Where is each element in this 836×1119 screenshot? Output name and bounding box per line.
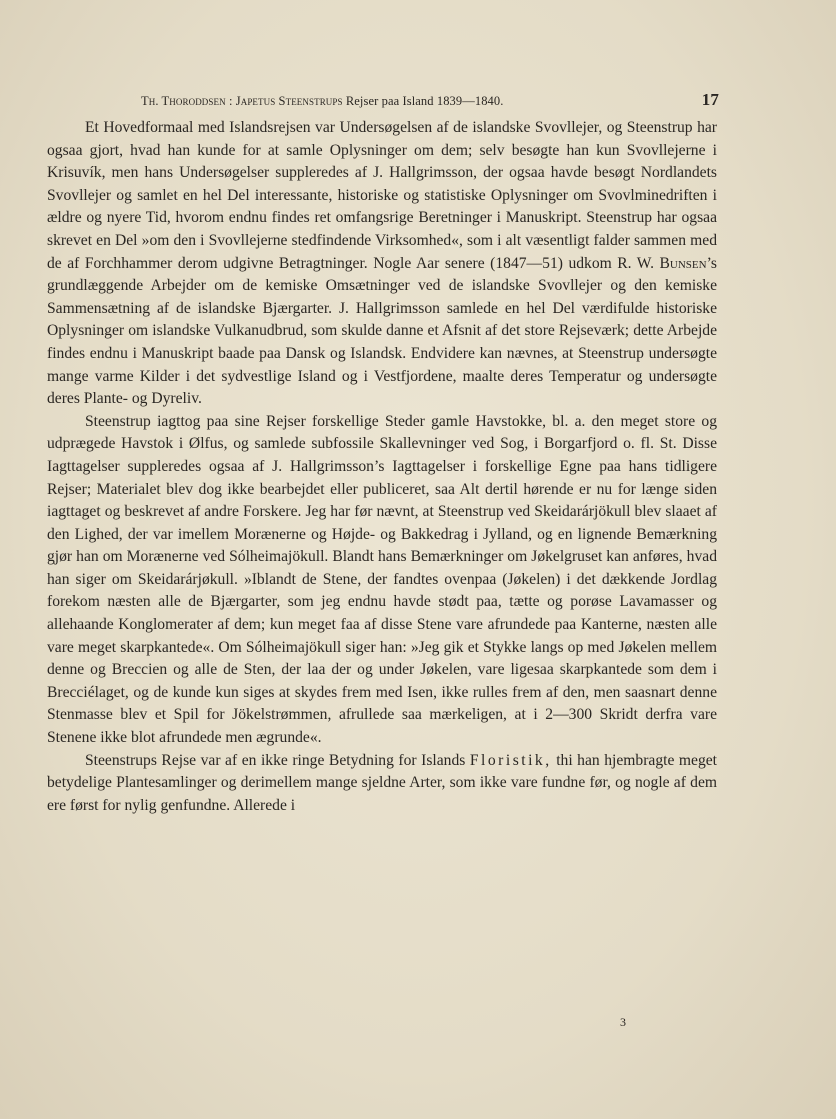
body-text [47,117,717,817]
running-title [141,94,503,109]
paragraph-3 [47,750,717,818]
header-title-person: Japetus Steenstrups [235,94,343,108]
running-header [141,92,719,112]
header-title-rest: Rejser paa Island 1839—1840. [345,94,504,108]
spaced-term-floristik: Floristik, [469,751,552,769]
paragraph-1-text-a: Et Hovedformaal med Islandsrejsen var Undersøgelsen af de islandske Svovllejer, og Steenstrup har ogsaa gjort, hvad han kunde for at samle Oplysninger om dem; selv besøgte han kun Svovllejerne i Krisuvík, men hans Undersøgelser suppleredes af J. Hallgrimsson, der ogsaa havde besøgt Nordlandets Svovllejer og samlet en hel Del interessante, historiske og statistiske Oplysninger om Svovlminedriften i ældre og nyere Tid, hvorom endnu findes ret omfangsrige Beretninger i Manuskript. Steenstrup har ogsaa skrevet en Del »om den i Svovllejerne stedfindende Virksomhed«, som i alt væsentligt falder sammen med de af Forchhammer derom udgivne Betragtninger. Nogle Aar senere (1847—51) udkom R. W. [47,119,717,272]
person-name-bunsen: Bunsen [659,254,707,272]
paragraph-3-text-a: Steenstrups Rejse var af en ikke ringe Betydning for Islands [85,751,466,769]
paragraph-1 [47,117,717,411]
paragraph-1-text-b: ’s grundlæggende Arbejder om de kemiske Omsætninger ved de islandske Svovllejer og den kemiske Sammensætning af de islandske Bjærgarter. J. Hallgrimsson samlede en hel Del værdifulde historiske Oplysninger om islandske Vulkanudbrud, som skulde danne et Afsnit af det store Rejseværk; dette Arbejde findes endnu i Manuskript baade paa Dansk og Islandsk. Endvidere kan nævnes, at Steenstrup undersøgte mange varme Kilder i det sydvestlige Island og i Vestfjordene, maalte deres Temperatur og undersøgte deres Plante- og Dyreliv. [47,254,717,408]
header-author: Th. Thoroddsen [141,94,226,108]
paragraph-3-text-b: thi han hjembragte meget betydelige Plantesamlinger og derimellem mange sjeldne Arter, som ikke vare fundne før, og nogle af dem ere først for nylig genfundne. Allerede i [47,751,718,814]
signature-mark: 3 [620,1015,626,1029]
page-number: 17 [701,90,719,109]
header-separator: : [228,94,233,108]
paragraph-2: Steenstrup iagttog paa sine Rejser forskellige Steder gamle Havstokke, bl. a. den meget store og udprægede Havstok i Ølfus, og samlede subfossile Skallevninger ved Sog, i Borgarfjord o. fl. St. Disse Iagttagelser suppleredes ogsaa af J. Hallgrimsson’s Iagttagelser i forskellige Egne paa hans tidligere Rejser; Materialet blev dog ikke bearbejdet eller publiceret, saa Alt dertil hørende er nu for længe siden iagttaget og beskrevet af andre Forskere. Jeg har før nævnt, at Steenstrup ved Skeidarárjökull blev slaaet af den Lighed, der var imellem Morænerne og Højde- og Bakkedrag i Jylland, og en lignende Bemærkning gjør han om Morænerne ved Sólheimajökull. Blandt hans Bemærkninger om Jøkelgruset kan anføres, hvad han siger om Skeidarárjøkull. »Iblandt de Stene, der fandtes ovenpaa (Jøkelen) i det dækkende Jordlag forekom næsten alle de Bjærgarter, som jeg endnu havde stødt paa, tætte og porøse Lavamasser og allehaande Konglomerater af dem; kun meget faa af disse Stene vare afrundede paa Kanterne, næsten alle vare meget skarpkantede«. Om Sólheimajökull siger han: »Jeg gik et Stykke langs op med Jøkelen mellem denne og Breccien og alle de Sten, der laa der og under Jøkelen, vare ligesaa skarpkantede som dem i Brecciélaget, og de kunde kun siges at skydes frem med Isen, ikke rulles frem af den, men saasnart denne Stenmasse blev et Spil for Jökelstrømmen, afrullede saa mærkeligen, at i 2—300 Skridt derfra vare Stenene ikke blot afrundede men ægrunde«. [47,412,717,747]
